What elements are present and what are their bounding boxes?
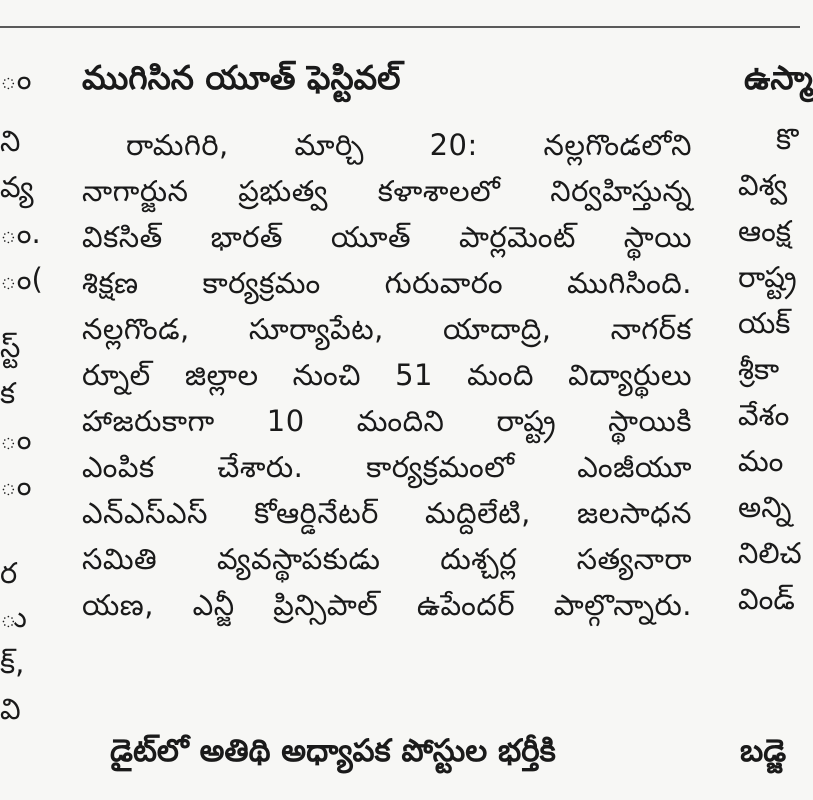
- article-line: ర్నూల్ జిల్లాల నుంచి 51 మంది విద్యార్థులు: [82, 358, 692, 392]
- right-fragment: ఆంక్ష: [738, 214, 791, 248]
- right-fragment: శ్రీకా: [738, 352, 780, 386]
- main-article: [82, 0, 692, 800]
- right-fragment: అన్ని: [738, 490, 792, 524]
- left-fragment: ు: [0, 600, 27, 634]
- right-fragment: రాష్ట్ర: [738, 260, 797, 294]
- article-line: నల్లగొండ, సూర్యాపేట, యాదాద్రి, నాగర్‌క: [82, 312, 692, 346]
- article-line: ఎంపిక చేశారు. కార్యక్రమంలో ఎంజీయూ: [82, 450, 692, 484]
- right-fragment: కొ: [776, 122, 799, 156]
- left-fragment: ర: [0, 556, 18, 590]
- article-line: సమితి వ్యవస్థాపకుడు దుశ్చర్ల సత్యనారా: [82, 542, 692, 576]
- right-subhead-fragment: బడ్జె: [740, 733, 787, 769]
- left-fragment: ం: [0, 62, 32, 96]
- right-headline-fragment: ఉస్మా: [744, 58, 813, 97]
- left-fragment: క: [0, 376, 16, 410]
- article-line: శిక్షణ కార్యక్రమం గురువారం ముగిసింది.: [82, 266, 692, 300]
- left-fragment: వ్య: [0, 170, 34, 204]
- right-column-fragment: [720, 0, 813, 800]
- article-line: హాజరుకాగా 10 మందిని రాష్ట్ర స్థాయికి: [82, 404, 692, 438]
- article-headline: ముగిసిన యూత్ ఫెస్టివల్: [82, 58, 401, 97]
- article-body: [82, 122, 692, 628]
- left-column-fragment: [0, 0, 50, 800]
- article-line: రామగిరి, మార్చి 20: నల్లగొండలోని: [126, 128, 692, 162]
- article-line: ఎన్‌ఎస్‌ఎస్ కోఆర్డినేటర్ మద్దిలేటి, జలసాధన: [82, 496, 692, 530]
- left-fragment: ం: [0, 468, 32, 502]
- right-fragment: వేశం: [738, 398, 790, 432]
- right-fragment: మం: [738, 444, 784, 478]
- left-fragment: ని: [0, 124, 21, 158]
- right-fragment: యక్: [738, 306, 791, 340]
- article-line: వికసిత్ భారత్ యూత్ పార్లమెంట్ స్థాయి: [82, 220, 692, 254]
- left-fragment: ం: [0, 422, 32, 456]
- left-fragment: వి: [0, 692, 21, 726]
- right-fragment: నిలిచ: [738, 536, 802, 570]
- right-fragment: విశ్వ: [738, 168, 788, 202]
- left-fragment: ం(: [0, 262, 43, 296]
- article-line: యణ, ఎన్జీ ప్రిన్సిపాల్ ఉపేందర్ పాల్గొన్నారు.: [82, 588, 692, 622]
- left-fragment: క్,: [0, 646, 25, 680]
- article-line: నాగార్జున ప్రభుత్వ కళాశాలలో నిర్వహిస్తున్న: [82, 174, 692, 208]
- next-article-headline: డైట్‌లో అతిథి అధ్యాపక పోస్టుల భర్తీకి: [110, 733, 556, 769]
- left-fragment: ం.: [0, 216, 41, 250]
- left-fragment: స్ట్: [0, 330, 21, 364]
- right-fragment: విండ్: [738, 582, 795, 616]
